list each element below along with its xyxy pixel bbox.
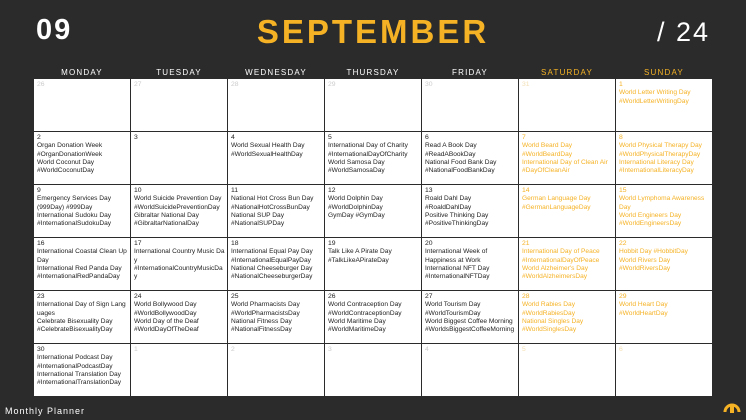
- day-cell[interactable]: [34, 185, 130, 237]
- day-number: 5: [328, 134, 332, 141]
- day-number: 10: [134, 187, 142, 194]
- event-text: #InternationalDayOfPeace: [522, 256, 600, 264]
- event-text: #WorldContraceptionDay: [328, 309, 402, 317]
- event-text: National Singles Day: [522, 318, 584, 325]
- event-text: World Beard Day: [522, 142, 573, 150]
- event-text: #NationalCheeseburgerDay: [231, 273, 313, 281]
- weekday-header: THURSDAY: [325, 67, 421, 78]
- day-cell[interactable]: [131, 238, 227, 290]
- event-text: International Coastal Clean Up Day: [37, 248, 127, 264]
- day-number: 23: [37, 293, 45, 300]
- event-text: #NationalFoodBankDay: [425, 167, 495, 175]
- event-text: #InternationalPodcastDay: [37, 362, 113, 370]
- day-number: 27: [134, 81, 142, 88]
- event-text: International Translation Day: [37, 371, 121, 378]
- day-cell[interactable]: [131, 344, 227, 396]
- event-text: World Tourism Day: [425, 301, 481, 309]
- event-text: Talk Like A Pirate Day: [328, 248, 392, 256]
- day-number: 19: [328, 240, 336, 247]
- day-cell[interactable]: [616, 291, 712, 343]
- day-cell[interactable]: [616, 79, 712, 131]
- day-cell[interactable]: [519, 291, 615, 343]
- calendar-grid: [34, 67, 712, 396]
- event-text: Gibraltar National Day: [134, 212, 199, 219]
- event-text: International Red Panda Day: [37, 265, 122, 272]
- event-text: #WorldPhysicalTherapyDay: [619, 150, 701, 158]
- day-number: 27: [425, 293, 433, 300]
- event-text: #RoaldDahlDay: [425, 203, 472, 211]
- event-text: #WorldBeardDay: [522, 150, 573, 158]
- weekday-header: SUNDAY: [616, 67, 712, 78]
- day-cell[interactable]: [34, 79, 130, 131]
- day-number: 21: [522, 240, 530, 247]
- event-text: International Day of Sign Languages: [37, 301, 126, 317]
- event-text: #TalkLikeAPirateDay: [328, 256, 389, 264]
- weekday-header: TUESDAY: [131, 67, 227, 78]
- event-text: International Day of Clean Air: [522, 159, 608, 166]
- event-text: #WorldSinglesDay: [522, 326, 577, 334]
- event-text: World Contraception Day: [328, 301, 402, 309]
- day-number: 31: [522, 81, 530, 88]
- day-number: 9: [37, 187, 41, 194]
- event-text: #InternationalCountryMusicDay: [134, 265, 223, 281]
- event-text: World Alzheimer's Day: [522, 265, 588, 272]
- day-cell[interactable]: [325, 132, 421, 184]
- event-text: International Equal Pay Day: [231, 248, 313, 256]
- day-cell[interactable]: [422, 185, 518, 237]
- event-text: #WorldSuicidePreventionDay: [134, 203, 220, 211]
- day-cell[interactable]: [325, 344, 421, 396]
- event-text: #WorldMaritimeDay: [328, 326, 386, 334]
- day-cell[interactable]: [325, 185, 421, 237]
- event-text: World Day of the Deaf: [134, 318, 199, 325]
- weekday-header: SATURDAY: [519, 67, 615, 78]
- day-number: 6: [425, 134, 429, 141]
- day-number: 12: [328, 187, 336, 194]
- event-text: World Letter Writing Day: [619, 89, 691, 97]
- event-text: International Literacy Day: [619, 159, 694, 166]
- event-text: #WorldAlzheimersDay: [522, 273, 588, 281]
- event-text: #NationalHotCrossBunDay: [231, 203, 310, 211]
- day-number: 15: [619, 187, 627, 194]
- day-number: 29: [619, 293, 627, 300]
- day-cell[interactable]: [325, 79, 421, 131]
- event-text: World Suicide Prevention Day: [134, 195, 222, 203]
- event-text: World Rabies Day: [522, 301, 576, 309]
- day-cell[interactable]: [325, 291, 421, 343]
- day-number: 2: [231, 346, 235, 353]
- event-text: International Week of: [425, 248, 488, 256]
- day-cell[interactable]: [616, 238, 712, 290]
- day-cell[interactable]: [228, 238, 324, 290]
- event-text: #DayOfCleanAir: [522, 167, 570, 175]
- event-text: International Day of Peace: [522, 248, 600, 256]
- day-cell[interactable]: [422, 238, 518, 290]
- event-text: #InternationalSudokuDay: [37, 220, 112, 228]
- event-text: International Day of Charity: [328, 142, 408, 150]
- event-text: Positive Thinking Day: [425, 212, 489, 219]
- day-number: 4: [231, 134, 235, 141]
- day-cell[interactable]: [228, 185, 324, 237]
- event-text: #InternationalRedPandaDay: [37, 273, 120, 281]
- day-cell[interactable]: [131, 291, 227, 343]
- month-title: SEPTEMBER: [256, 13, 490, 50]
- day-number: 5: [522, 346, 526, 353]
- logo-icon: [722, 396, 742, 416]
- event-text: German Language Day: [522, 195, 591, 203]
- event-text: World Maritime Day: [328, 318, 386, 325]
- day-number: 3: [328, 346, 332, 353]
- event-text: Read A Book Day: [425, 142, 477, 150]
- event-text: #WorldHeartDay: [619, 309, 668, 317]
- day-number: 29: [328, 81, 336, 88]
- day-cell[interactable]: [131, 132, 227, 184]
- day-cell[interactable]: [422, 344, 518, 396]
- day-cell[interactable]: [422, 79, 518, 131]
- event-text: World Samosa Day: [328, 159, 385, 166]
- event-text: #CelebrateBisexualityDay: [37, 326, 113, 334]
- event-text: #InternationalEqualPayDay: [231, 256, 311, 264]
- day-number: 30: [37, 346, 45, 353]
- day-cell[interactable]: [228, 291, 324, 343]
- day-cell[interactable]: [616, 132, 712, 184]
- day-number: 11: [231, 187, 239, 194]
- event-text: #InternationalLiteracyDay: [619, 167, 694, 175]
- event-text: National Cheeseburger Day: [231, 265, 313, 272]
- event-text: International Podcast Day: [37, 354, 113, 362]
- day-number: 14: [522, 187, 530, 194]
- day-number: 2: [37, 134, 41, 141]
- footer-label: Monthly Planner: [5, 406, 86, 416]
- day-number: 30: [425, 81, 433, 88]
- day-cell[interactable]: [422, 132, 518, 184]
- day-number: 26: [37, 81, 45, 88]
- event-text: Hobbit Day #HobbitDay: [619, 248, 688, 256]
- day-cell[interactable]: [228, 132, 324, 184]
- event-text: International Country Music Day: [134, 248, 225, 264]
- day-number: 17: [134, 240, 142, 247]
- event-text: National SUP Day: [231, 212, 285, 219]
- event-text: World Coconut Day: [37, 159, 95, 166]
- event-text: National Food Bank Day: [425, 159, 497, 166]
- event-text: Emergency Services Day: [37, 195, 112, 203]
- day-number: 4: [425, 346, 429, 353]
- event-text: #WorldRiversDay: [619, 265, 671, 272]
- event-text: #PositiveThinkingDay: [425, 220, 489, 228]
- event-text: #WorldRabiesDay: [522, 309, 576, 317]
- day-cell[interactable]: [422, 291, 518, 343]
- day-cell[interactable]: [616, 344, 712, 396]
- day-cell[interactable]: [519, 344, 615, 396]
- event-text: Roald Dahl Day: [425, 195, 472, 203]
- event-text: International Sudoku Day: [37, 212, 112, 219]
- day-number: 13: [425, 187, 433, 194]
- event-text: World Bollywood Day: [134, 301, 197, 309]
- event-text: #WorldLetterWritingDay: [619, 97, 689, 105]
- day-cell[interactable]: [228, 79, 324, 131]
- event-text: #WorldPharmacistsDay: [231, 309, 300, 317]
- event-text: (999Day) #999Day: [37, 203, 93, 211]
- day-cell[interactable]: [131, 79, 227, 131]
- year-label: / 24: [656, 17, 710, 47]
- day-number: 16: [37, 240, 45, 247]
- event-text: #NationalFitnessDay: [231, 326, 292, 334]
- day-cell[interactable]: [34, 238, 130, 290]
- event-text: World Sexual Health Day: [231, 142, 305, 150]
- event-text: Organ Donation Week: [37, 142, 103, 150]
- event-text: #InternationalNFTDay: [425, 273, 490, 281]
- day-number: 20: [425, 240, 433, 247]
- weekday-header: FRIDAY: [422, 67, 518, 78]
- day-number: 26: [328, 293, 336, 300]
- event-text: World Pharmacists Day: [231, 301, 300, 309]
- event-text: World Dolphin Day: [328, 195, 383, 203]
- day-cell[interactable]: [34, 291, 130, 343]
- event-text: World Engineers Day: [619, 212, 682, 219]
- event-text: #WorldBollywoodDay: [134, 309, 197, 317]
- day-number: 22: [619, 240, 627, 247]
- event-text: #ReadABookDay: [425, 150, 476, 158]
- event-text: #GermanLanguageDay: [522, 203, 591, 211]
- month-number: 09: [36, 14, 73, 46]
- day-cell[interactable]: [34, 344, 130, 396]
- day-cell[interactable]: [228, 344, 324, 396]
- event-text: #WorldsBiggestCoffeeMorning: [425, 326, 515, 334]
- day-number: 1: [619, 81, 623, 88]
- event-text: #WorldTourismDay: [425, 309, 481, 317]
- day-number: 3: [134, 134, 138, 141]
- event-text: #WorldCoconutDay: [37, 167, 95, 175]
- event-text: #NationalSUPDay: [231, 220, 285, 228]
- event-text: International NFT Day: [425, 265, 490, 272]
- day-number: 1: [134, 346, 138, 353]
- day-cell[interactable]: [519, 238, 615, 290]
- event-text: National Hot Cross Bun Day: [231, 195, 314, 203]
- day-number: 24: [134, 293, 142, 300]
- day-cell[interactable]: [131, 185, 227, 237]
- day-number: 18: [231, 240, 239, 247]
- day-number: 25: [231, 293, 239, 300]
- day-cell[interactable]: [519, 79, 615, 131]
- day-cell[interactable]: [616, 185, 712, 237]
- event-text: #WorldSamosaDay: [328, 167, 385, 175]
- day-cell[interactable]: [519, 185, 615, 237]
- event-text: #InternationalDayOfCharity: [328, 150, 408, 158]
- day-number: 7: [522, 134, 526, 141]
- event-text: World Heart Day: [619, 301, 668, 309]
- day-cell[interactable]: [519, 132, 615, 184]
- event-text: #InternationalTranslationDay: [37, 379, 122, 387]
- event-text: Happiness at Work: [425, 256, 481, 264]
- event-text: #WorldSexualHealthDay: [231, 150, 303, 158]
- event-text: World Biggest Coffee Morning: [425, 318, 513, 325]
- day-number: 28: [231, 81, 239, 88]
- day-number: 8: [619, 134, 623, 141]
- event-text: #WorldDolphinDay: [328, 203, 383, 211]
- event-text: #OrganDonationWeek: [37, 150, 103, 158]
- event-text: World Physical Therapy Day: [619, 142, 702, 150]
- day-number: 28: [522, 293, 530, 300]
- day-number: 6: [619, 346, 623, 353]
- event-text: National Fitness Day: [231, 318, 292, 325]
- event-text: World Lymphoma Awareness Day: [619, 195, 705, 211]
- day-cell[interactable]: [34, 132, 130, 184]
- event-text: GymDay #GymDay: [328, 212, 385, 219]
- day-cell[interactable]: [325, 238, 421, 290]
- event-text: World Rivers Day: [619, 256, 671, 264]
- weekday-header: MONDAY: [34, 67, 130, 78]
- event-text: #GibraltarNationalDay: [134, 220, 199, 228]
- weekday-header: WEDNESDAY: [228, 67, 324, 78]
- event-text: #WorldDayOfTheDeaf: [134, 326, 199, 334]
- event-text: #WorldEngineersDay: [619, 220, 682, 228]
- event-text: Celebrate Bisexuality Day: [37, 318, 113, 325]
